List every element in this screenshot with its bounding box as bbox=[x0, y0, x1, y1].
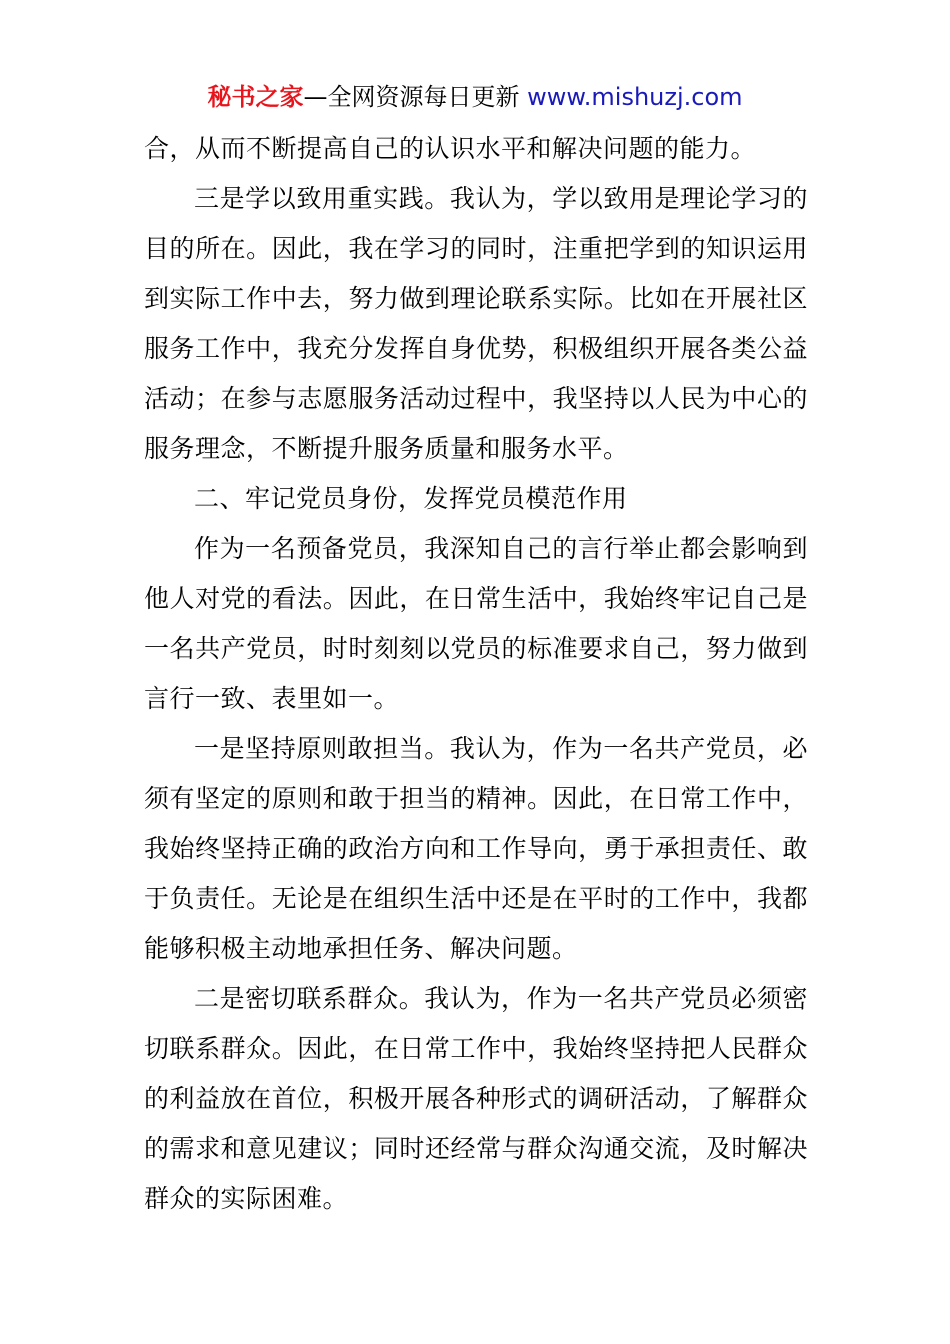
paragraph-principle: 一是坚持原则敢担当。我认为，作为一名共产党员，必须有坚定的原则和敢于担当的精神。因此，在日常工作中，我始终坚持正确的政治方向和工作导向，勇于承担责任、敢于负责任。无论是在组织生活中还是在平时的工作中，我都能够积极主动地承担任务、解决问题。 bbox=[144, 734, 808, 963]
paragraph-continuation: 合，从而不断提高自己的认识水平和解决问题的能力。 bbox=[144, 134, 757, 163]
paragraph-practice: 三是学以致用重实践。我认为，学以致用是理论学习的目的所在。因此，我在学习的同时，注重把学到的知识运用到实际工作中去，努力做到理论联系实际。比如在开展社区服务工作中，我充分发挥自身优势，积极组织开展各类公益活动；在参与志愿服务活动过程中，我坚持以人民为中心的服务理念，不断提升服务质量和服务水平。 bbox=[144, 184, 808, 463]
header-tagline: —全网资源每日更新 bbox=[303, 83, 528, 111]
section-heading: 二、牢记党员身份，发挥党员模范作用 bbox=[194, 484, 628, 513]
brand-name: 秘书之家 bbox=[207, 83, 304, 111]
document-body bbox=[144, 124, 808, 1224]
paragraph-masses: 二是密切联系群众。我认为，作为一名共产党员必须密切联系群众。因此，在日常工作中，我始终坚持把人民群众的利益放在首位，积极开展各种形式的调研活动，了解群众的需求和意见建议；同时还经常与群众沟通交流，及时解决群众的实际困难。 bbox=[144, 984, 808, 1213]
paragraph-party-member: 作为一名预备党员，我深知自己的言行举止都会影响到他人对党的看法。因此，在日常生活中，我始终牢记自己是一名共产党员，时时刻刻以党员的标准要求自己，努力做到言行一致、表里如一。 bbox=[144, 534, 808, 713]
site-url-link[interactable]: www.mishuzj.com bbox=[527, 83, 743, 111]
site-header bbox=[0, 80, 950, 114]
